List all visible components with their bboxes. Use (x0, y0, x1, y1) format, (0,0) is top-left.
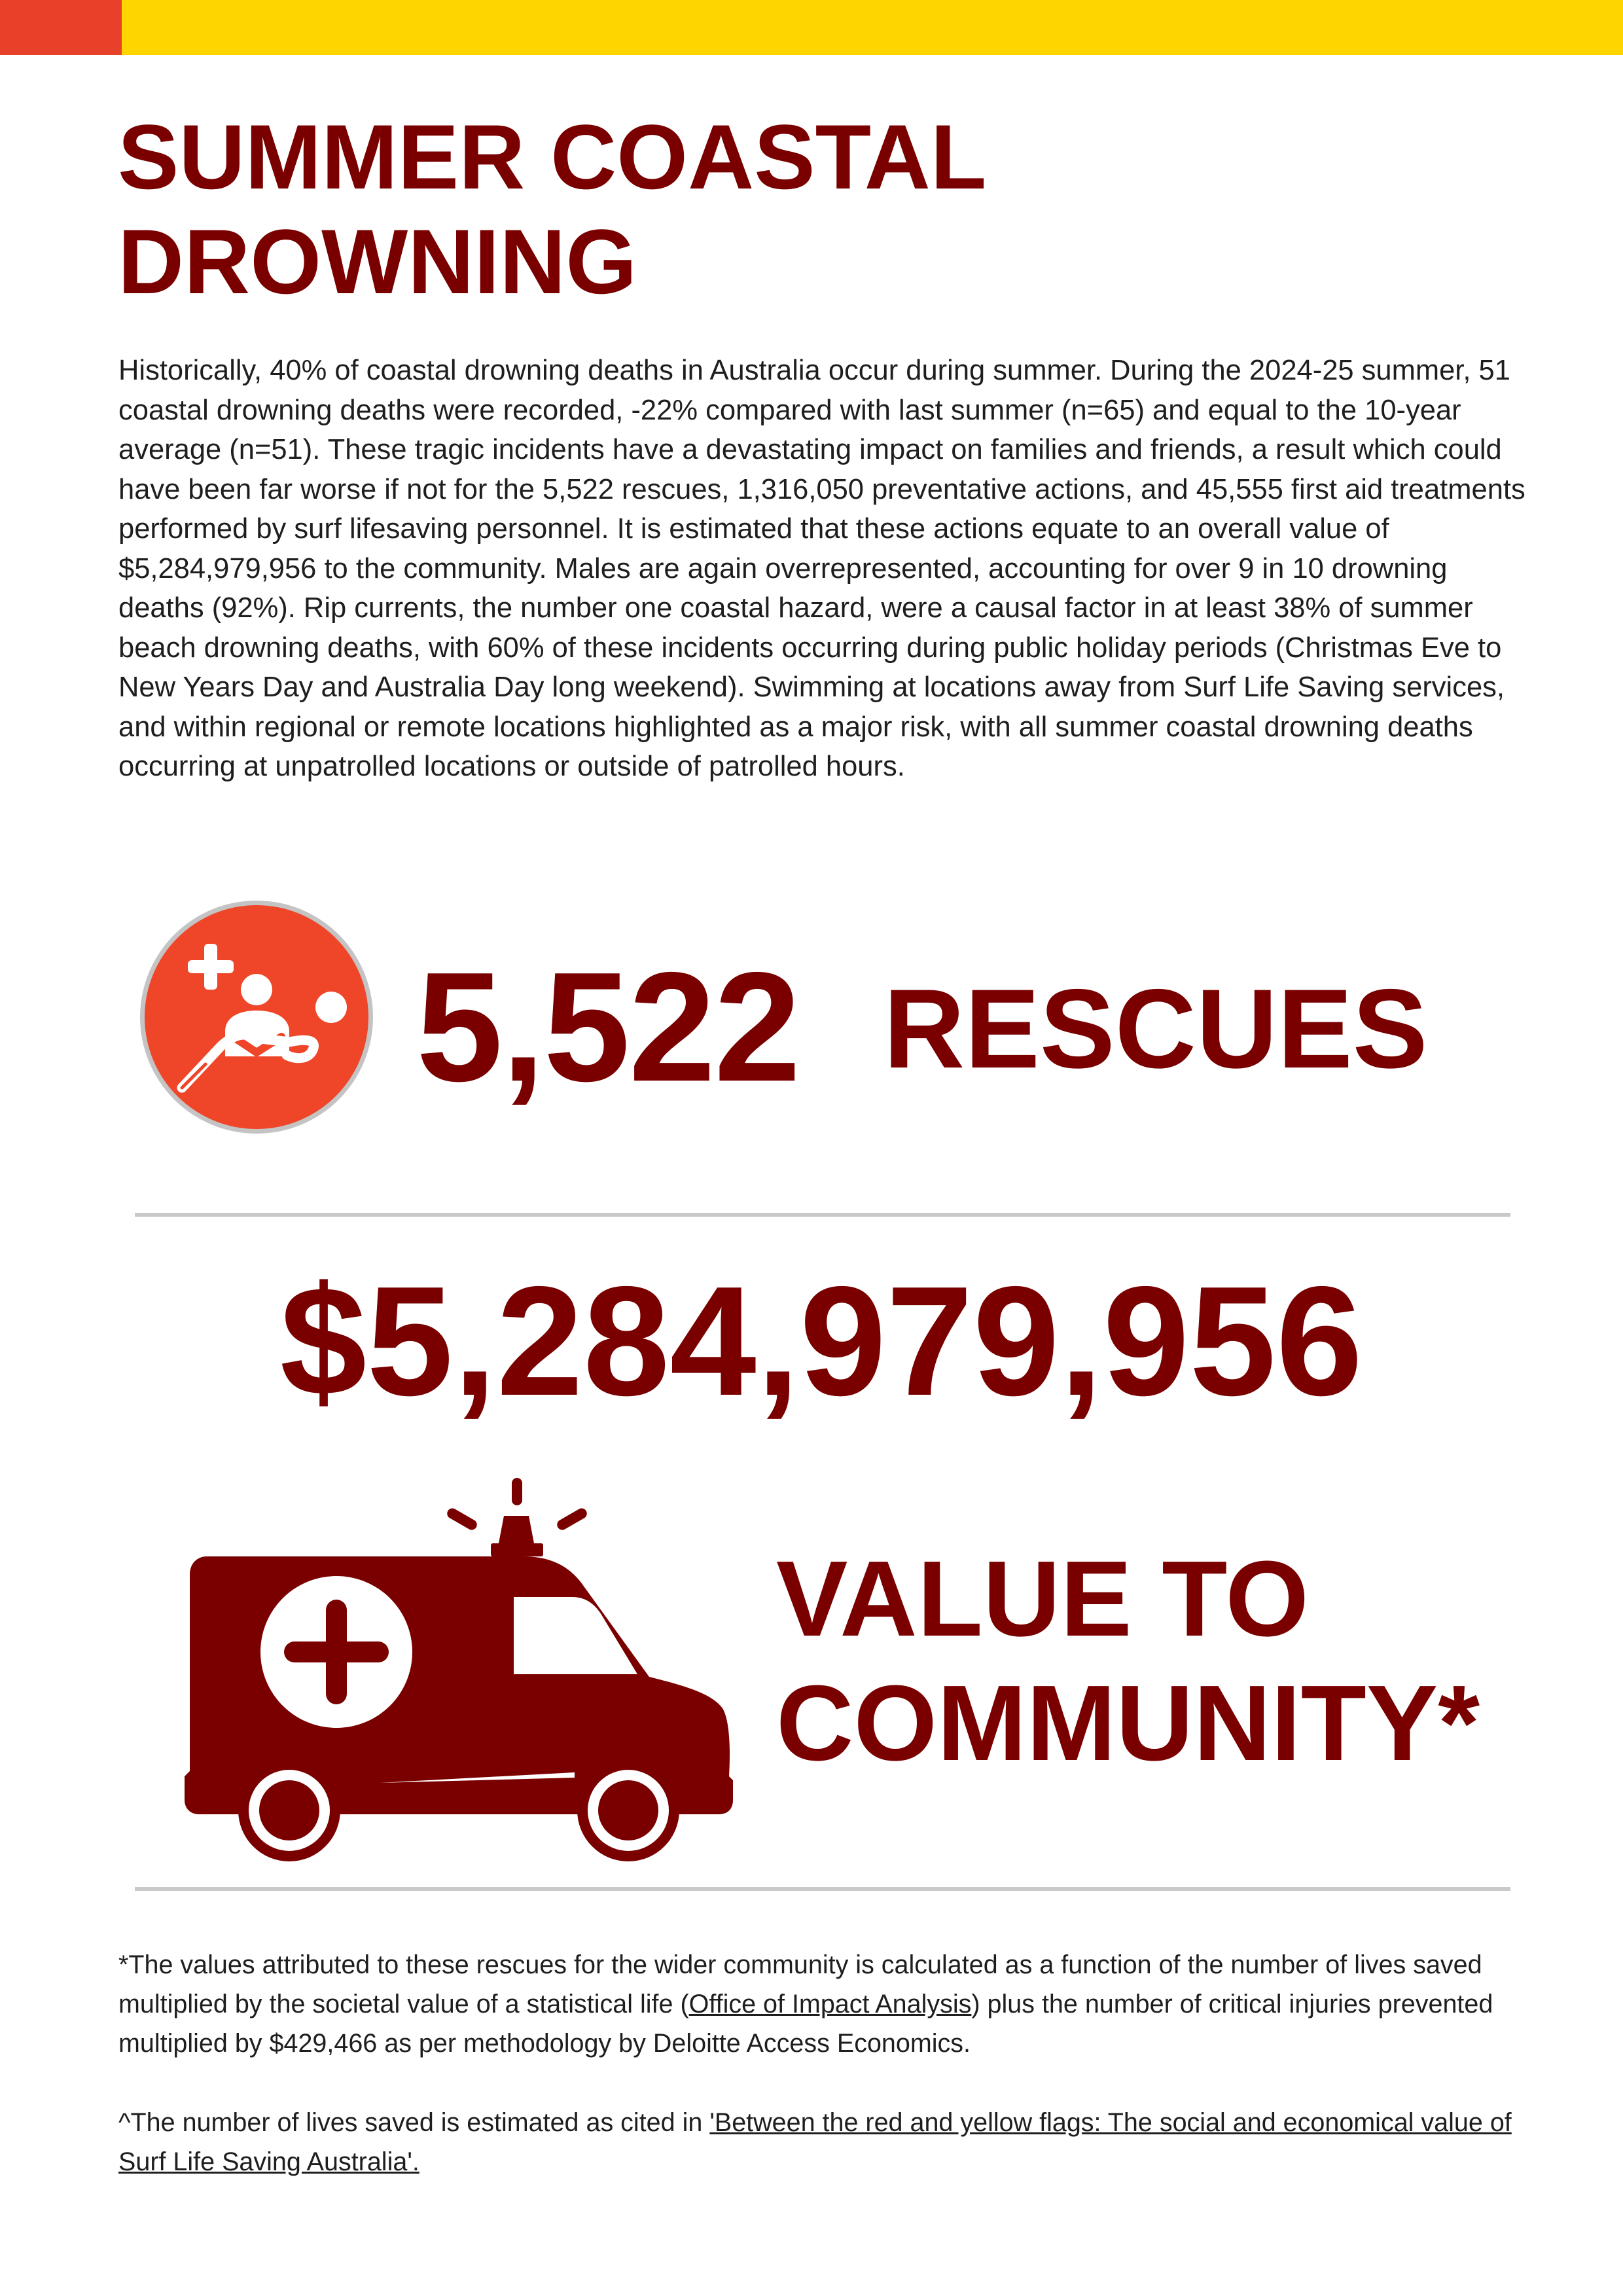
community-value-label-line-2: COMMUNITY* (776, 1663, 1480, 1783)
page-title-line-2: DROWNING (118, 210, 637, 313)
top-color-bar (0, 0, 1623, 55)
community-value-label-line-1: VALUE TO (776, 1539, 1309, 1659)
top-color-bar-red-block (0, 0, 122, 55)
page-title (118, 105, 1296, 314)
rescue-icon (137, 898, 376, 1136)
footnote-lives-saved-text: ^The number of lives saved is estimated as cited in (118, 2108, 710, 2137)
red-and-yellow-flags-report-link[interactable]: 'Between the red and yellow flags: The social and economical value of Surf Life Saving Australia'. (118, 2108, 1512, 2176)
community-value-label (776, 1537, 1561, 1785)
page-title-line-1: SUMMER COASTAL (118, 105, 987, 208)
footnote-lives-saved (118, 2103, 1525, 2181)
community-value-amount: $5,284,979,956 (279, 1255, 1363, 1428)
footnote-methodology (118, 1945, 1525, 2063)
footnote-methodology-text-end: ) plus the number of critical injuries prevented multiplied by $429,466 as per methodology by Deloitte Access Economics. (118, 1990, 1493, 2058)
ambulance-icon (183, 1478, 751, 1864)
section-divider (135, 1213, 1510, 1217)
footnote-methodology-text-start: *The values attributed to these rescues for the wider community is calculated as a function of the number of lives saved multiplied by the societal value of a statistical life ( (118, 1950, 1482, 2018)
intro-paragraph: Historically, 40% of coastal drowning deaths in Australia occur during summer. During the 2024-25 summer, 51 coastal drowning deaths were recorded, -22% compared with last summer (n=65) and equal to the 10-year average (n=51). These tragic incidents have a devastating impact on families and friends, a result which could have been far worse if not for the 5,522 rescues, 1,316,050 preventative actions, and 45,555 first aid treatments performed by surf lifesaving personnel. It is estimated that these actions equate to an overall value of $5,284,979,956 to the community. Males are again overrepresented, accounting for over 9 in 10 drowning deaths (92%). Rip currents, the number one coastal hazard, were a causal factor in at least 38% of summer beach drowning deaths, with 60% of these incidents occurring during public holiday periods (Christmas Eve to New Years Day and Australia Day long weekend). Swimming at locations away from Surf Life Saving services, and within regional or remote locations highlighted as a major risk, with all summer coastal drowning deaths occurring at unpatrolled locations or outside of patrolled hours. (118, 355, 1525, 782)
section-divider-bottom (135, 1887, 1510, 1891)
office-of-impact-analysis-link[interactable]: Office of Impact Analysis (688, 1990, 972, 2018)
rescues-label: RESCUES (883, 966, 1428, 1092)
rescues-count: 5,522 (416, 941, 800, 1114)
